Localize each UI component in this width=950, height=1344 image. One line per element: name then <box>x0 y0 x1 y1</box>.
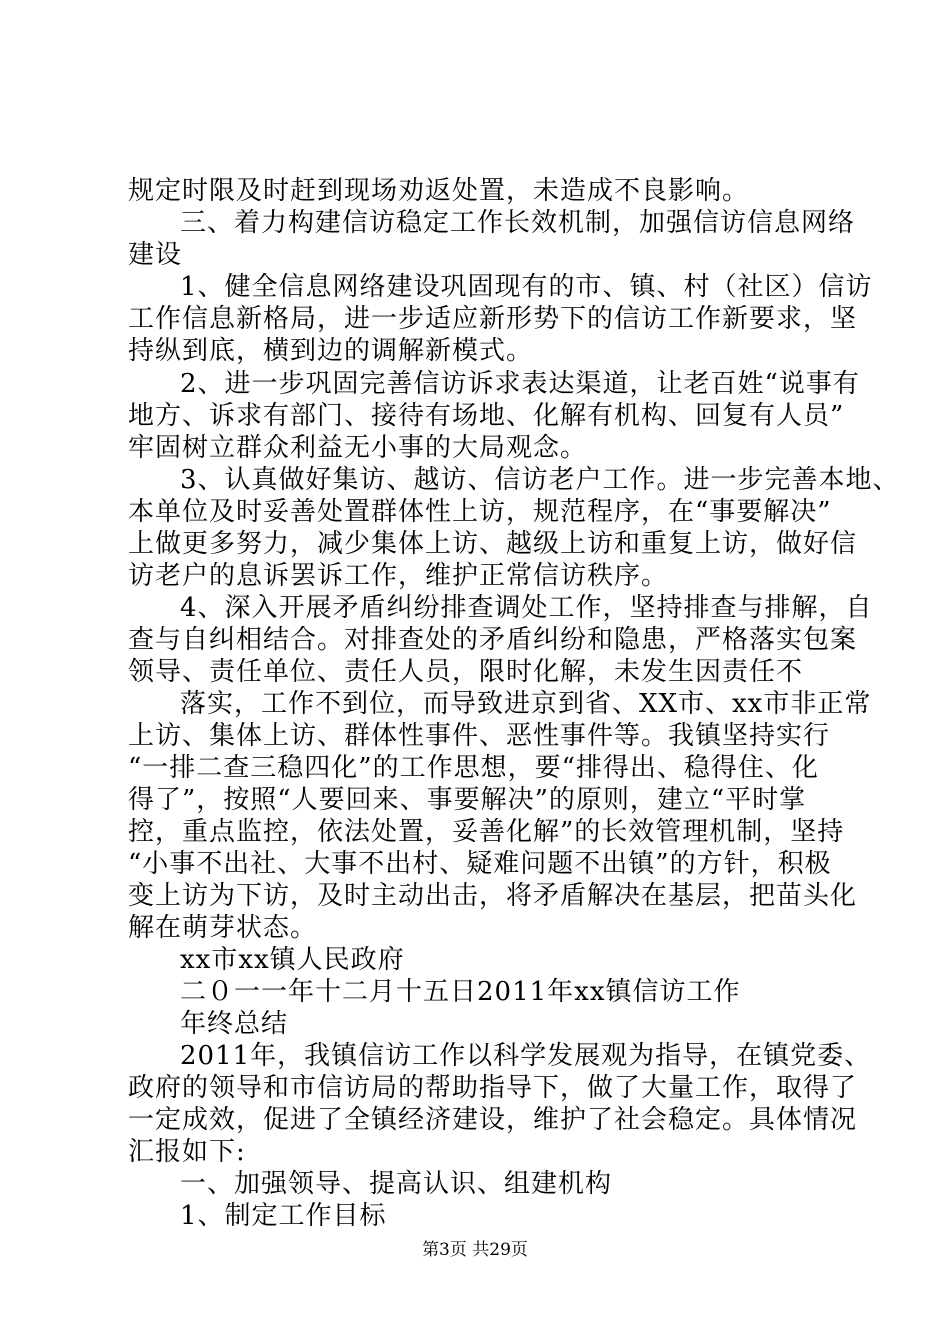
subsection-heading: 1、制定工作目标 <box>180 1201 387 1231</box>
signature-date: 二０一一年十二月十五日2011年xx镇信访工作 <box>180 977 741 1007</box>
text-line: 落实，工作不到位，而导致进京到省、XX市、xx市非正常 <box>180 689 872 719</box>
text-line: 汇报如下: <box>128 1137 246 1167</box>
section-heading: 一、加强领导、提高认识、组建机构 <box>180 1169 613 1199</box>
text-line: 控，重点监控，依法处置，妥善化解”的长效管理机制，坚持 <box>128 817 845 847</box>
text-line: 上做更多努力，减少集体上访、越级上访和重复上访，做好信 <box>128 529 858 559</box>
text-line: 牢固树立群众利益无小事的大局观念。 <box>128 433 588 463</box>
text-line: 上访、集体上访、群体性事件、恶性事件等。我镇坚持实行 <box>128 721 831 751</box>
text-line: 建设 <box>128 240 183 270</box>
document-title: 年终总结 <box>180 1009 289 1039</box>
text-line: 3、认真做好集访、越访、信访老户工作。进一步完善本地、 <box>180 465 900 495</box>
text-line: 1、健全信息网络建设巩固现有的市、镇、村（社区）信访 <box>180 272 873 302</box>
text-line: 2011年，我镇信访工作以科学发展观为指导，在镇党委、 <box>180 1041 872 1071</box>
section-heading: 三、着力构建信访稳定工作长效机制，加强信访信息网络 <box>180 208 856 238</box>
text-line: 得了”，按照“人要回来、事要解决”的原则，建立“平时掌 <box>128 785 807 815</box>
text-line: 查与自纠相结合。对排查处的矛盾纠纷和隐患，严格落实包案 <box>128 625 858 655</box>
signature-organization: xx市xx镇人民政府 <box>180 945 405 975</box>
text-line: 4、深入开展矛盾纠纷排查调处工作，坚持排查与排解，自 <box>180 593 873 623</box>
text-line: 政府的领导和市信访局的帮助指导下，做了大量工作，取得了 <box>128 1073 858 1103</box>
text-line: 领导、责任单位、责任人员，限时化解，未发生因责任不 <box>128 657 804 687</box>
text-line: 一定成效，促进了全镇经济建设，维护了社会稳定。具体情况 <box>128 1105 858 1135</box>
text-line: 持纵到底，横到边的调解新模式。 <box>128 336 534 366</box>
text-line: “一排二查三稳四化”的工作思想，要“排得出、稳得住、化 <box>128 753 819 783</box>
text-line: 变上访为下访，及时主动出击，将矛盾解决在基层，把苗头化 <box>128 881 858 911</box>
text-line: “小事不出社、大事不出村、疑难问题不出镇”的方针，积极 <box>128 849 832 879</box>
page-number: 第3页 共29页 <box>422 1240 528 1260</box>
text-line: 规定时限及时赶到现场劝返处置，未造成不良影响。 <box>128 176 750 206</box>
text-line: 访老户的息诉罢诉工作，维护正常信访秩序。 <box>128 561 669 591</box>
text-line: 工作信息新格局，进一步适应新形势下的信访工作新要求，坚 <box>128 304 858 334</box>
text-line: 解在萌芽状态。 <box>128 913 318 943</box>
text-line: 地方、诉求有部门、接待有场地、化解有机构、回复有人员” <box>128 401 845 431</box>
text-line: 本单位及时妥善处置群体性上访，规范程序，在“事要解决” <box>128 497 832 527</box>
text-line: 2、进一步巩固完善信访诉求表达渠道，让老百姓“说事有 <box>180 369 860 399</box>
